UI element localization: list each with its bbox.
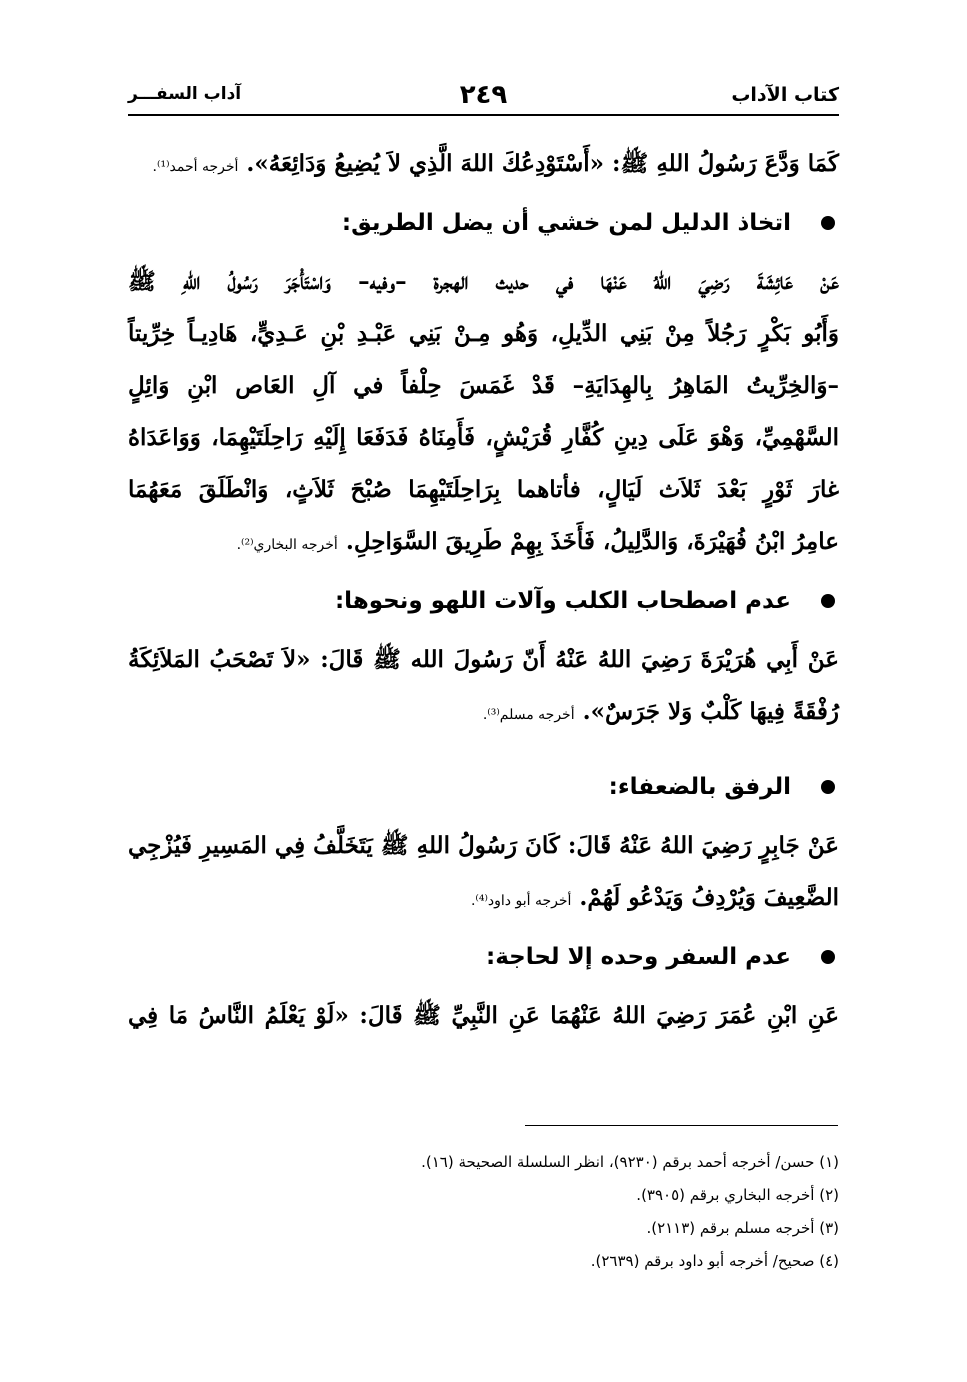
text-line: –وَالخِرِّيتُ المَاهِرُ بِالهِدَايَةِ– قَدْ غَمَسَ حِلْفاً في آلِ العَاص ابْنِ وَائِلٍ xyxy=(128,372,839,399)
text-line: عَنِ ابْنِ عُمَرَ رَضِيَ اللهُ عَنْهُمَا عَنِ النَّبِيِّ ﷺ قَالَ: «لَوْ يَعْلَمُ النَّاسُ مَا فِي xyxy=(128,1002,839,1029)
heading-text: الرفق بالضعفاء: xyxy=(608,774,791,800)
bullet-icon xyxy=(821,594,835,608)
footnote: (٢) أخرجه البخاري برقم (٣٩٠٥). xyxy=(636,1186,839,1204)
source-reference: أخرجه البخاري⁽²⁾. xyxy=(236,537,338,553)
section-heading xyxy=(128,568,839,634)
hadith-text: عامِرُ ابْنُ فُهَيْرَةَ، وَالدَّلِيلُ، فَأَخَذَ بِهِمْ طَرِيقَ السَّوَاحِلِ. xyxy=(345,528,839,555)
bullet-icon xyxy=(821,950,835,964)
main-text xyxy=(128,138,839,1042)
source-reference: أخرجه مسلم⁽³⁾. xyxy=(482,707,575,723)
heading-text: اتخاذ الدليل لمن خشي أن يضل الطريق: xyxy=(341,210,791,236)
section-heading xyxy=(128,924,839,990)
text-line: وَأَبُو بَكْرٍ رَجُلاً مِنْ بَنِي الدِّيلِ، وَهُو مِـنْ بَنِي عَبْـدِ بْنِ عَـدِيٍّ، هَادِيـاً خِرِّيتاً xyxy=(128,320,839,347)
text-line: عَنْ جَابِرٍ رَضِيَ اللهُ عَنْهُ قَالَ: كَانَ رَسُولُ اللهِ ﷺ يَتَخَلَّفُ فِي المَسِيرِ فَيُزْجِي xyxy=(128,832,839,859)
heading-text: عدم اصطحاب الكلب وآلات اللهو ونحوها: xyxy=(334,588,791,614)
text-line xyxy=(128,138,839,190)
bullet-icon xyxy=(821,216,835,230)
hadith-text: الضَّعِيفَ وَيُرْدِفُ وَيَدْعُو لَهُمْ. xyxy=(579,884,839,911)
text-line: السَّهْمِيِّ، وَهْوَ عَلَى دِينِ كُفَّارِ قُرَيْشٍ، فَأَمِنَاهُ فَدَفَعَا إِلَيْهِ رَاحِلَتَيْهِمَا، وَوَاعَدَاهُ xyxy=(128,424,839,451)
footnotes xyxy=(128,1146,839,1278)
page-number: ٢٤٩ xyxy=(459,80,508,110)
bullet-icon xyxy=(821,780,835,794)
section-heading xyxy=(128,190,839,256)
footnote: (٤) صحيح/ أخرجه أبو داود برقم (٢٦٣٩). xyxy=(590,1252,839,1270)
hadith-text: رُفْقَةً فِيهَا كَلْبٌ وَلا جَرَسٌ». xyxy=(582,698,839,725)
heading-text: عدم السفر وحده إلا لحاجة: xyxy=(486,944,791,970)
footnote: (٣) أخرجه مسلم برقم (٢١١٣). xyxy=(646,1219,839,1237)
hadith-text: كَمَا وَدَّعَ رَسُولُ اللهِ ﷺ: «أَسْتَوْدِعُكَ اللهَ الَّذِي لاَ يُضِيعُ وَدَائِعَهُ». xyxy=(246,150,839,177)
source-reference: أخرجه أبو داود⁽⁴⁾. xyxy=(470,893,572,909)
text-line xyxy=(128,686,839,738)
section-heading xyxy=(128,754,839,820)
book-title: كتاب الآداب xyxy=(731,84,839,106)
text-line xyxy=(128,516,839,568)
page-header xyxy=(128,78,839,116)
chapter-title: آداب السفـــر xyxy=(128,84,242,104)
text-line: عَنْ عَائِشَةَ رَضِيَ اللهُ عَنْهَا في حديث الهجرة –وفيه– وَاسْتَأْجَرَ رَسُولُ اللهِ ﷺ xyxy=(128,268,839,295)
footnote-divider xyxy=(525,1125,838,1126)
text-line xyxy=(128,872,839,924)
source-reference: أخرجه أحمد⁽¹⁾. xyxy=(152,159,239,175)
footnote: (١) حسن/ أخرجه أحمد برقم (٩٢٣٠)، انظر السلسلة الصحيحة (١٦). xyxy=(421,1153,839,1171)
text-line: عَنْ أَبِي هُرَيْرَةَ رَضِيَ اللهُ عَنْهُ أَنّ رَسُولَ الله ﷺ قَالَ: «لاَ تَصْحَبُ المَلاَئِكَةُ xyxy=(128,646,839,673)
text-line: غارَ ثَوْرٍ بَعْدَ ثَلاَث لَيَالٍ، فأتاهما بِرَاحِلَتَيْهِمَا صُبْحَ ثَلاَثٍ، وَانْطَلَقَ مَعَهُمَا xyxy=(128,476,839,503)
